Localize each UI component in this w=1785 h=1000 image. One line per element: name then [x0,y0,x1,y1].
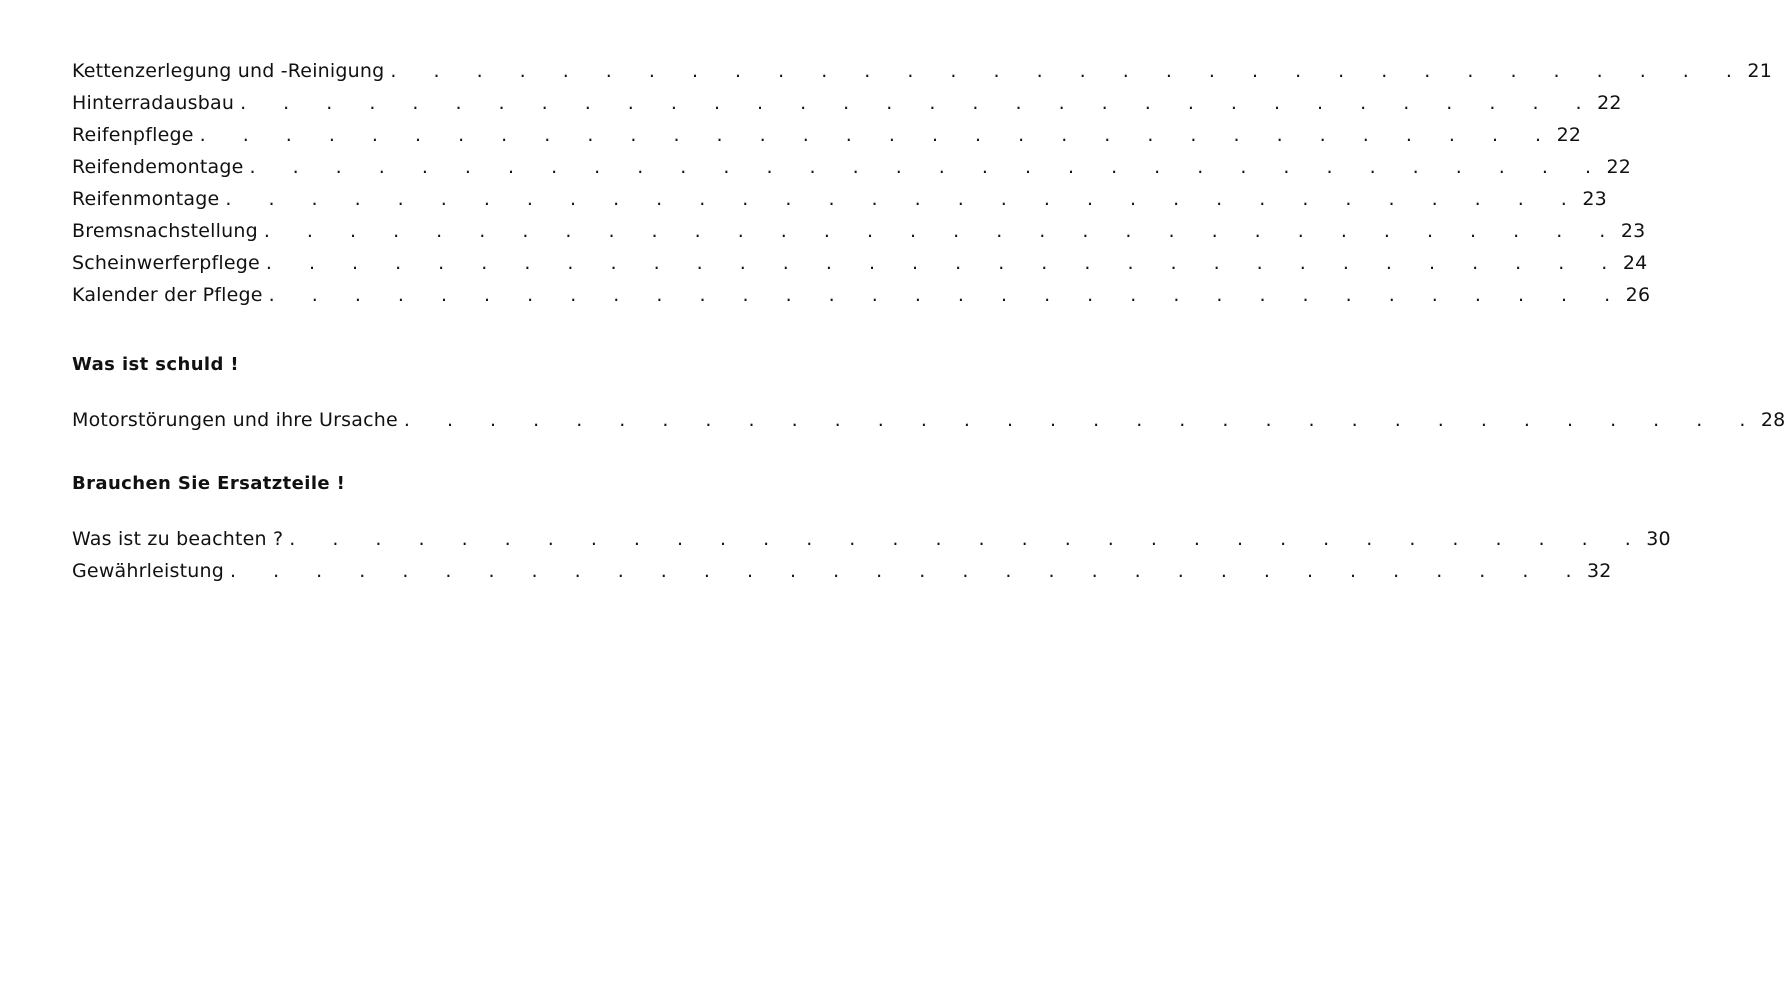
toc-entry [72,92,1622,124]
leader-dots: . . . . . . . . . . . . . . . . . . . . . . . . . . . . . . . . [225,188,1583,210]
toc-entry-title: Kettenzerlegung und -Reinigung [72,60,385,82]
toc-entry-page: 30 [1646,528,1671,550]
toc-entry-title: Was ist zu beachten ? [72,528,284,550]
section-heading: Brauchen Sie Ersatzteile ! [72,473,346,494]
toc-entry-page: 24 [1622,252,1648,274]
toc-entry-page: 22 [1597,92,1622,114]
leader-dots: . . . . . . . . . . . . . . . . . . . . . . . . . . . . . . . . [265,252,1623,274]
toc-entry [72,528,1671,560]
toc-entry-title: Reifenpflege [72,124,194,146]
toc-entry-title: Reifendemontage [72,156,244,178]
toc-entry [72,60,1772,92]
toc-entry [72,284,1651,316]
toc-entry [72,220,1646,252]
toc-entry-title: Reifenmontage [72,188,220,210]
toc-entry-title: Hinterradausbau [72,92,235,114]
toc-entry-page: 22 [1556,124,1582,146]
leader-dots: . . . . . . . . . . . . . . . . . . . . . . . . . . . . . . . . [403,409,1761,431]
toc-entry-page: 28 [1760,409,1785,431]
toc-entry-page: 23 [1582,188,1607,210]
toc-entry [72,409,1785,441]
leader-dots: . . . . . . . . . . . . . . . . . . . . . . . . . . . . . . . . [268,284,1626,306]
leader-dots: . . . . . . . . . . . . . . . . . . . . . . . . . . . . . . . . [390,60,1748,82]
toc-entry-title: Motorstörungen und ihre Ursache [72,409,398,431]
toc-entry-page: 23 [1620,220,1646,242]
section-heading: Was ist schuld ! [72,354,240,375]
leader-dots: . . . . . . . . . . . . . . . . . . . . . . . . . . . . . . . . [240,92,1598,114]
toc-entry-title: Bremsnachstellung [72,220,258,242]
leader-dots: . . . . . . . . . . . . . . . . . . . . . . . . . . . . . . . . [249,156,1607,178]
leader-dots: . . . . . . . . . . . . . . . . . . . . . . . . . . . . . . . . [289,528,1647,550]
toc-entry-page: 22 [1606,156,1632,178]
toc-entry-title: Scheinwerferpflege [72,252,260,274]
toc-entry [72,560,1612,592]
leader-dots: . . . . . . . . . . . . . . . . . . . . . . . . . . . . . . . . [230,560,1587,582]
toc-entry [72,188,1607,220]
leader-dots: . . . . . . . . . . . . . . . . . . . . . . . . . . . . . . . . [263,220,1621,242]
leader-dots: . . . . . . . . . . . . . . . . . . . . . . . . . . . . . . . . [199,124,1557,146]
toc-entry [72,124,1582,156]
toc-entry-title: Kalender der Pflege [72,284,263,306]
table-of-contents [72,60,1785,592]
toc-entry-page: 26 [1625,284,1651,306]
toc-entry-page: 21 [1747,60,1772,82]
toc-entry-page: 32 [1587,560,1612,582]
toc-entry [72,156,1632,188]
toc-entry [72,252,1648,284]
toc-entry-title: Gewährleistung [72,560,224,582]
